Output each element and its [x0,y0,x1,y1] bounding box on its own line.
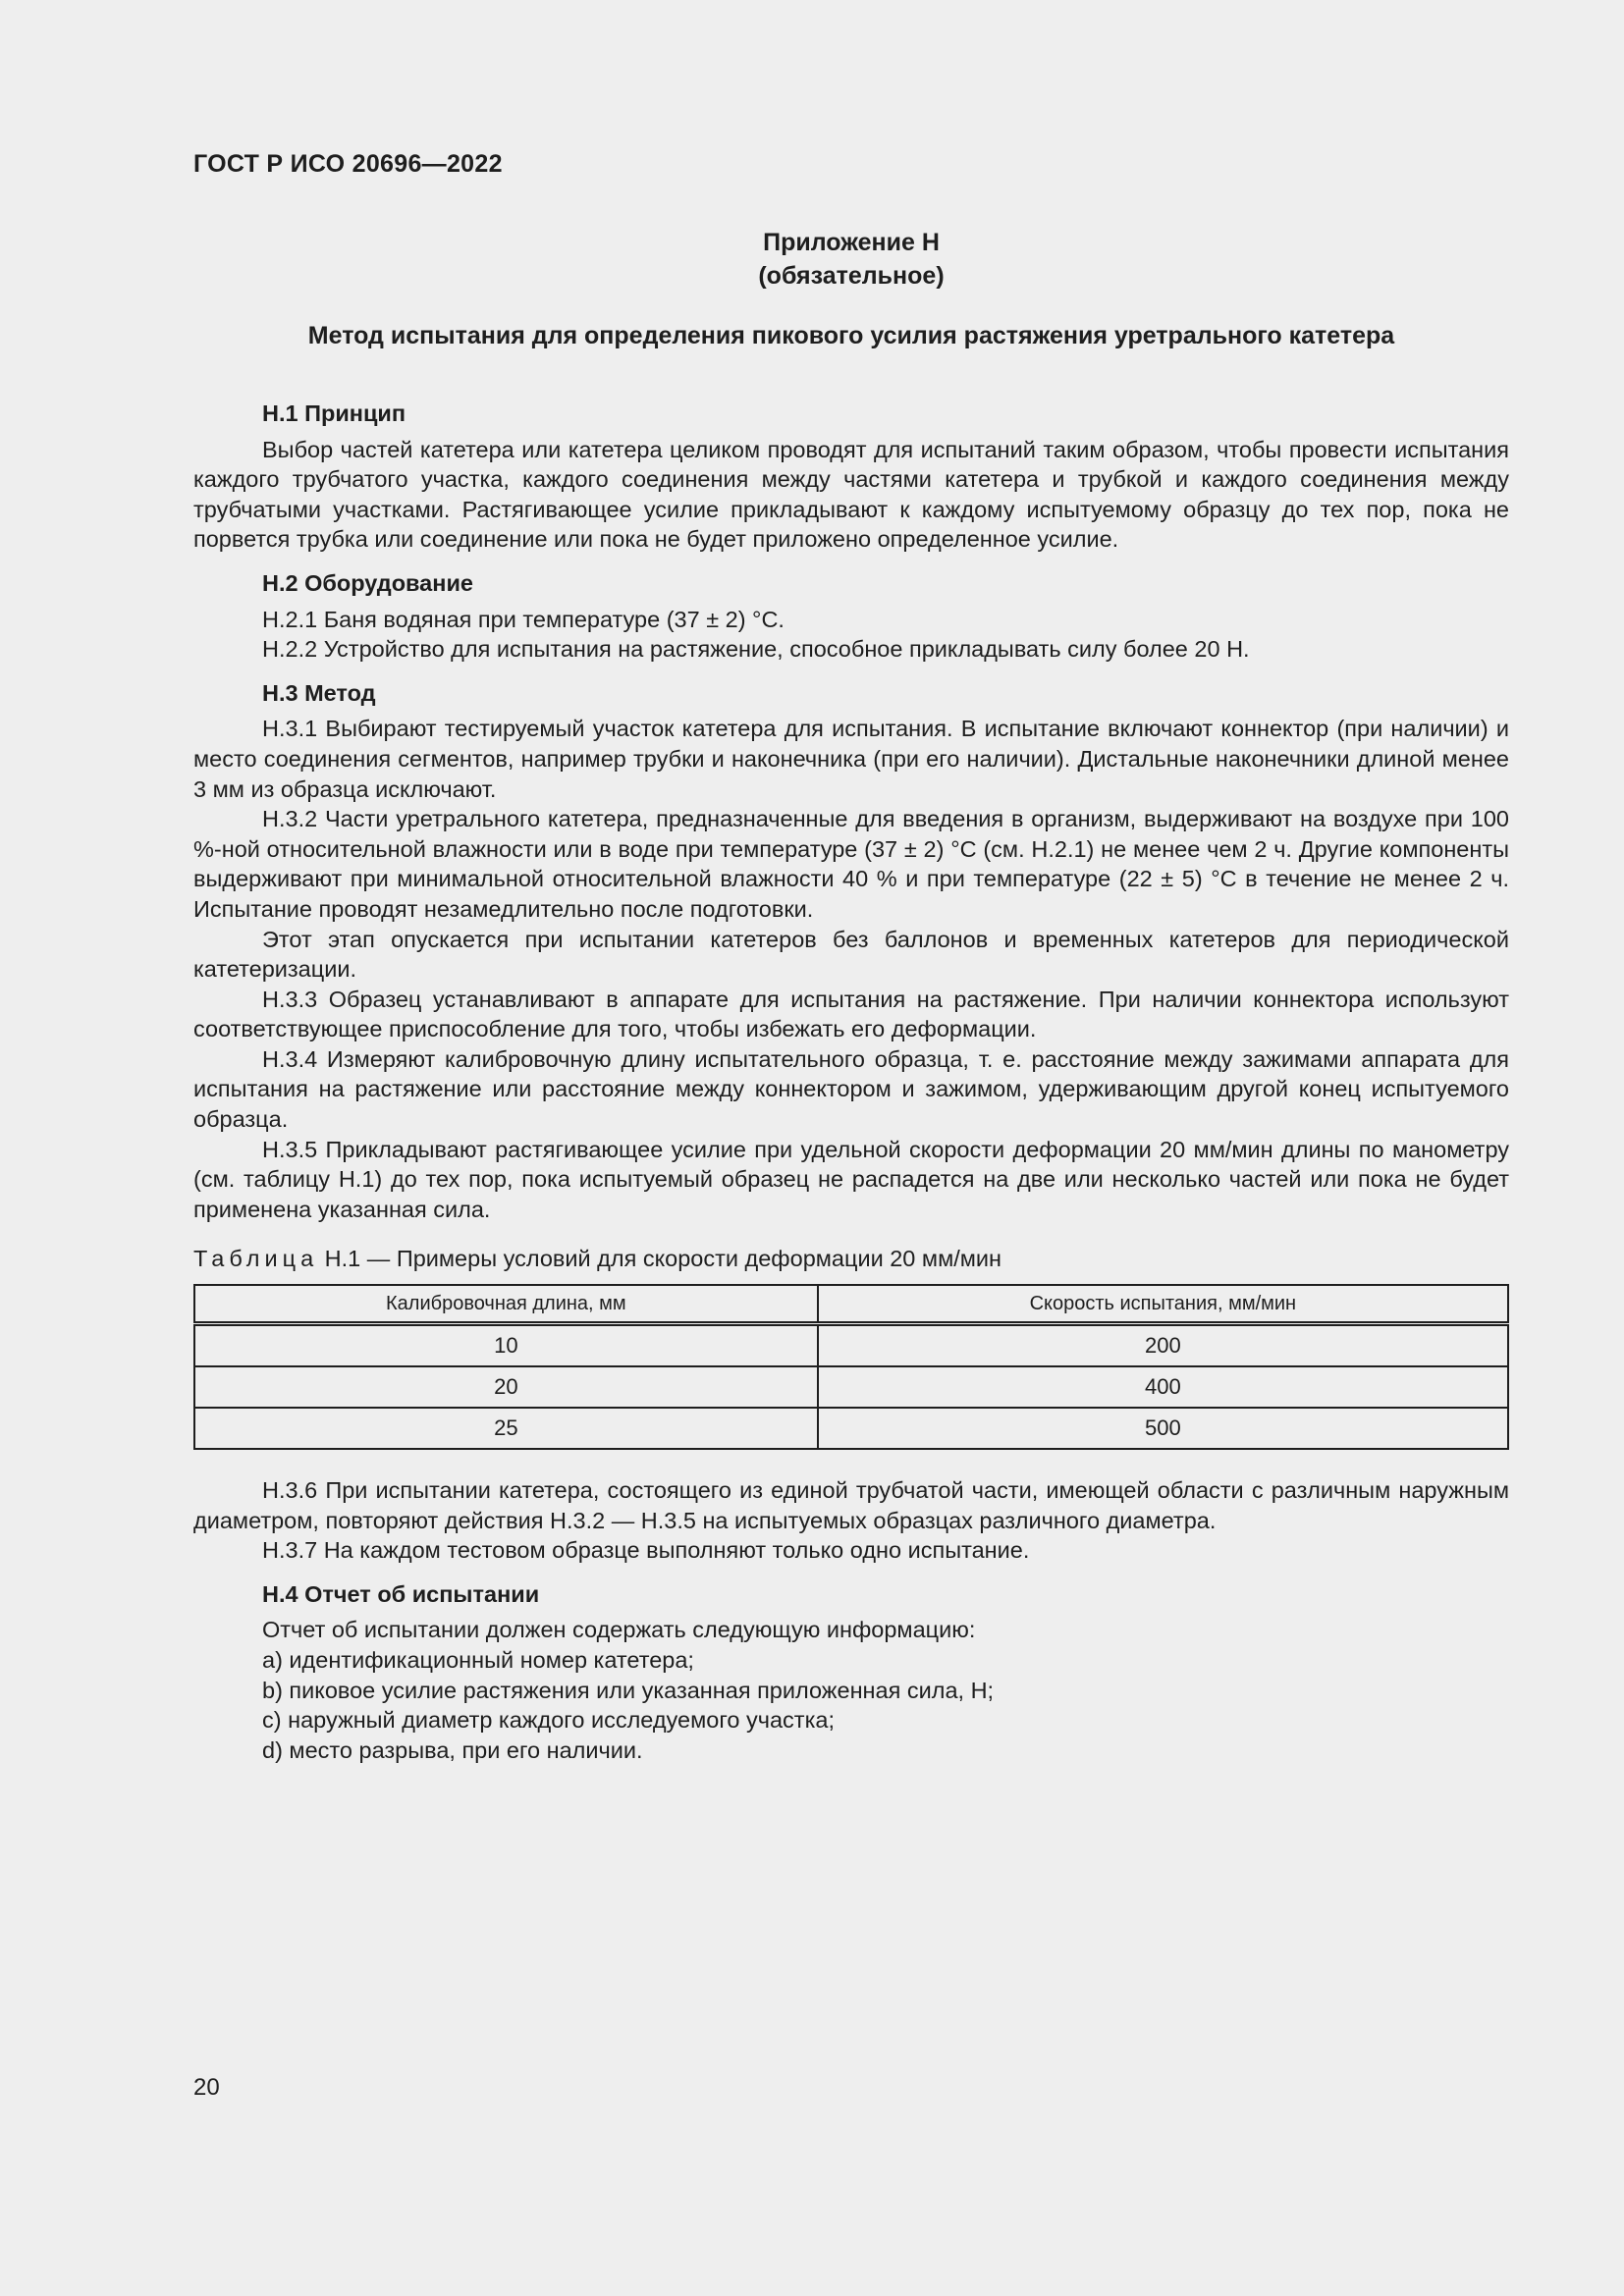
section-h4-intro: Отчет об испытании должен содержать следующую информацию: [262,1617,976,1643]
section-h3-4: Н.3.4 Измеряют калибровочную длину испытательного образца, т. е. расстояние между зажимами аппарата для испытания на растяжение или расстояние между коннектором и зажимом, удерживающим другой конец испытуемого образца. [193,1045,1509,1133]
conditions-table [193,1284,1509,1450]
list-item: a) идентификационный номер катетера; [262,1647,694,1673]
table-caption-word: Таблица [193,1246,319,1272]
list-item: b) пиковое усилие растяжения или указанная приложенная сила, Н; [262,1677,995,1703]
table-cell: 10 [194,1324,818,1367]
section-h2-item-2: Н.2.2 Устройство для испытания на растяжение, способное прикладывать силу более 20 Н. [262,636,1250,663]
section-h3-3: Н.3.3 Образец устанавливают в аппарате для испытания на растяжение. При наличии коннектора используют соответствующее приспособление для того, чтобы избежать его деформации. [193,986,1509,1042]
table-row [194,1366,1508,1408]
document-body [193,399,1509,1765]
appendix-status: (обязательное) [758,262,945,290]
table-header-cell: Калибровочная длина, мм [194,1285,818,1324]
section-h3-5: Н.3.5 Прикладывают растягивающее усилие при удельной скорости деформации 20 мм/мин длины по манометру (см. таблицу Н.1) до тех пор, пока испытуемый образец не распадется на две или несколько частей или пока не будет применена указанная сила. [193,1136,1509,1222]
appendix-label: Приложение Н [763,229,940,256]
section-h3-2-note: Этот этап опускается при испытании катетеров без баллонов и временных катетеров для периодической катетеризации. [193,926,1509,983]
appendix-title: Метод испытания для определения пикового усилия растяжения уретрального катетера [307,322,1395,349]
post-table-block [193,1475,1509,1566]
section-h2-item-1: Н.2.1 Баня водяная при температуре (37 ± 2) °С. [262,606,785,632]
table-header-cell: Скорость испытания, мм/мин [818,1285,1508,1324]
section-h4-title: Н.4 Отчет об испытании [262,1580,540,1607]
page-number: 20 [193,2074,220,2101]
table-cell: 400 [818,1366,1508,1408]
section-h3-7: Н.3.7 На каждом тестовом образце выполняют только одно испытание. [262,1537,1030,1564]
list-item: c) наружный диаметр каждого исследуемого участка; [262,1707,835,1734]
section-h3-6: Н.3.6 При испытании катетера, состоящего из единой трубчатой части, имеющей области с различным наружным диаметром, повторяют действия Н.3.2 — Н.3.5 на испытуемых образцах различного диаметра. [193,1477,1509,1533]
table-cell: 20 [194,1366,818,1408]
appendix-heading [193,226,1509,293]
table-cell: 25 [194,1408,818,1449]
list-item: d) место разрыва, при его наличии. [262,1736,643,1763]
section-h1-paragraph: Выбор частей катетера или катетера целиком проводят для испытаний таким образом, чтобы провести испытания каждого трубчатого участка, каждого соединения между частями катетера и трубкой и каждого соединения между трубчатыми участками. Растягивающее усилие прикладывают к каждому испытуемому образцу до тех пор, пока не порвется трубка или соединение или пока не будет приложено определенное усилие. [193,436,1509,553]
table-row [194,1408,1508,1449]
table-caption-text: Н.1 — Примеры условий для скорости деформации 20 мм/мин [318,1246,1002,1272]
section-h3-1: Н.3.1 Выбирают тестируемый участок катетера для испытания. В испытание включают коннектор (при наличии) и место соединения сегментов, например трубки и наконечника (при его наличии). Дистальные наконечники длиной менее 3 мм из образца исключают. [193,716,1509,802]
section-h2-title: Н.2 Оборудование [262,569,473,596]
table-cell: 500 [818,1408,1508,1449]
standard-header: ГОСТ Р ИСО 20696—2022 [193,150,503,178]
section-h1-title: Н.1 Принцип [262,400,406,426]
table-header-row [194,1285,1508,1324]
table-row [194,1324,1508,1367]
section-h3-2: Н.3.2 Части уретрального катетера, предназначенные для введения в организм, выдерживают на воздухе при 100 %-ной относительной влажности или в воде при температуре (37 ± 2) °С (см. Н.2.1) не менее чем 2 ч. Другие компоненты выдерживают при минимальной относительной влажности 40 % и при температуре (22 ± 5) °С в течение не менее 2 ч. Испытание проводят незамедлительно после подготовки. [193,806,1509,922]
table-caption [193,1244,1509,1274]
section-h3-title: Н.3 Метод [262,679,376,706]
table-cell: 200 [818,1324,1508,1367]
